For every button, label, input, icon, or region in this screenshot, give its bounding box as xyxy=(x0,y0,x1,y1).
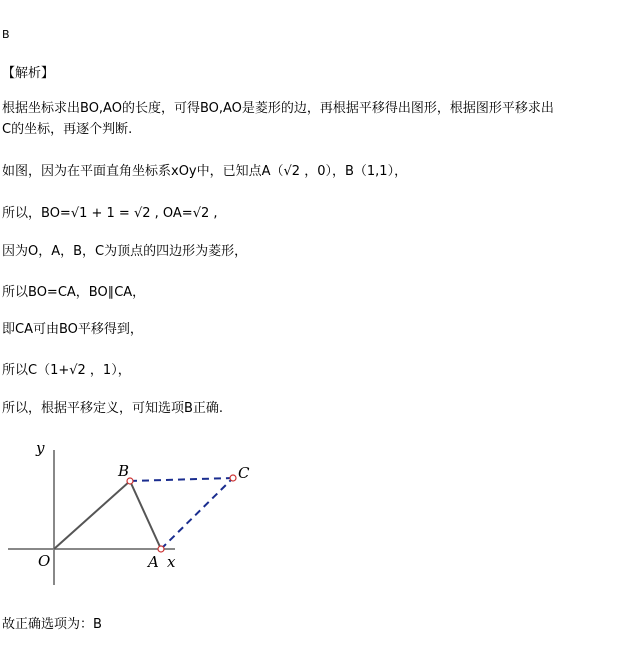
label-y: y xyxy=(36,439,45,457)
segment-OB xyxy=(54,481,130,549)
step-7: 所以，根据平移定义，可知选项B正确. xyxy=(2,401,224,416)
label-B: B xyxy=(118,462,130,480)
section-header: 【解析】 xyxy=(2,66,55,81)
step-6: 所以C（1+√2 ，1）， xyxy=(2,363,131,378)
label-x: x xyxy=(167,553,176,571)
step-2: 所以，BO=√1 + 1 = √2 , OA=√2 , xyxy=(2,206,218,221)
label-C: C xyxy=(238,464,250,482)
analysis-line-1: 根据坐标求出BO,AO的长度，可得BO,AO是菱形的边，再根据平移得出图形，根据图形平移求出 xyxy=(2,101,554,116)
step-3: 因为O，A，B，C为顶点的四边形为菱形， xyxy=(2,244,248,259)
point-C xyxy=(230,475,236,481)
point-A xyxy=(158,546,164,552)
answer-top: B xyxy=(2,28,10,41)
step-1: 如图，因为在平面直角坐标系xOy中，已知点A（√2 ，0），B（1,1）， xyxy=(2,164,408,179)
analysis-line-2: C的坐标，再逐个判断. xyxy=(2,122,133,137)
segment-AC xyxy=(161,478,233,549)
segment-BA xyxy=(130,481,161,549)
label-O: O xyxy=(38,552,51,570)
step-4: 所以BO=CA，BO∥CA， xyxy=(2,285,146,300)
step-5: 即CA可由BO平移得到， xyxy=(2,322,143,337)
segment-BC xyxy=(130,478,233,481)
label-A: A xyxy=(148,553,159,571)
final-answer: 故正确选项为：B xyxy=(2,617,102,632)
